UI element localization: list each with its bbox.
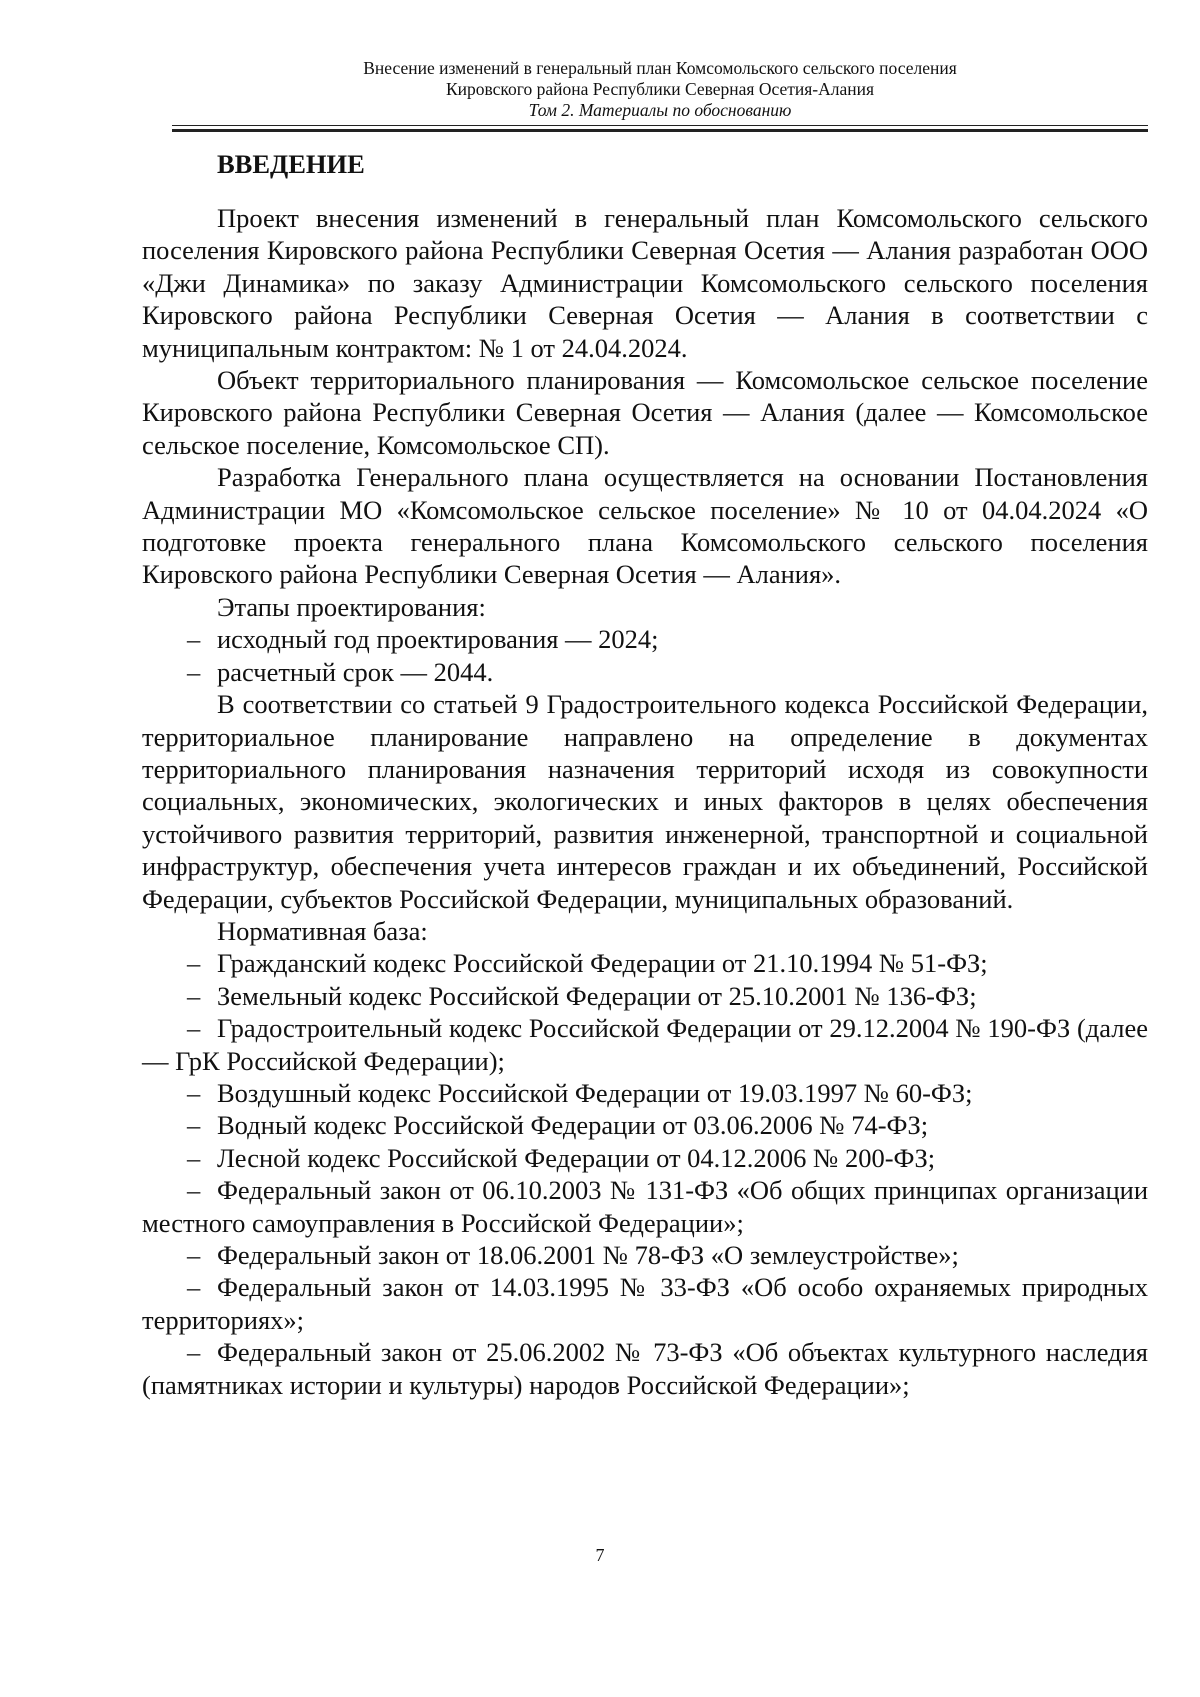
dash-marker: – [187,1110,201,1141]
list-item: – Воздушный кодекс Российской Федерации от 19.03.1997 № 60-ФЗ; [187,1077,973,1108]
header-title-line1: Внесение изменений в генеральный план Комсомольского сельского поселения [363,58,957,78]
paragraph-basis: Разработка Генерального плана осуществляется на основании Постановления Администрации МО «Комсомольское сельское поселение» № 10 от 04.04.2024 «О подготовке проекта генерального плана Комсомольского сельского поселения Кировского района Республики Северная Осетия — Алания». [142,462,1148,590]
header-title-line2: Кировского района Республики Северная Осетия-Алания [445,79,875,99]
dash-marker: – [187,624,201,655]
header-volume: Том 2. Материалы по обоснованию [528,100,792,120]
dash-marker: – [187,1077,201,1108]
dash-marker: – [187,980,201,1011]
paragraph-planning: В соответствии со статьей 9 Градостроительного кодекса Российской Федерации, территориальное планирование направлено на определение в документах территориального планирования назначения территорий исходя из совокупности социальных, экономических, экологических и иных факторов в целях обеспечения устойчивого развития территорий, развития инженерной, транспортной и социальной инфраструктур, обеспечения учета интересов граждан и их объединений, Российской Федерации, субъектов Российской Федерации, муниципальных образований. [142,689,1148,914]
dash-marker: – [187,948,201,979]
norms-list [142,947,1148,1401]
list-item: – Земельный кодекс Российской Федерации от 25.10.2001 № 136-ФЗ; [187,980,977,1011]
dash-marker: – [187,1240,201,1270]
list-item: – исходный год проектирования — 2024; [187,624,659,655]
list-item: – Федеральный закон от 18.06.2001 № 78-ФЗ «О землеустройстве»; [187,1240,959,1270]
paragraph-project: Проект внесения изменений в генеральный план Комсомольского сельского поселения Кировского района Республики Северная Осетия — Алания разработан ООО «Джи Динамика» по заказу Администрации Комсомольского сельского поселения Кировского района Республики Северная Осетия — Алания в соответствии с муниципальным контрактом: № 1 от 24.04.2024. [142,203,1148,363]
list-item: – расчетный срок — 2044. [187,656,494,687]
header-rule-thick [172,129,1148,132]
page-number: 7 [595,1545,605,1565]
dash-marker: – [187,1337,201,1368]
list-item: – Водный кодекс Российской Федерации от 03.06.2006 № 74-ФЗ; [187,1110,929,1141]
dash-marker: – [187,656,201,687]
running-header [172,58,1148,121]
list-item: – Федеральный закон от 25.06.2002 № 73-ФЗ «Об объектах культурного наследия (памятниках истории и культуры) народов Российской Федерации»; [142,1337,1148,1400]
paragraph-object: Объект территориального планирования — Комсомольское сельское поселение Кировского района Республики Северная Осетия — Алания (далее — Комсомольское сельское поселение, Комсомольское СП). [142,365,1148,460]
list-item: – Лесной кодекс Российской Федерации от 04.12.2006 № 200-ФЗ; [187,1142,936,1173]
list-item: – Федеральный закон от 14.03.1995 № 33-ФЗ «Об особо охраняемых природных территориях»; [142,1272,1148,1335]
dash-marker: – [187,1013,201,1044]
page-body [142,146,1148,1401]
list-item: – Гражданский кодекс Российской Федерации от 21.10.1994 № 51-ФЗ; [187,948,988,979]
paragraph-stages-title: Этапы проектирования: [217,591,486,622]
list-item: – Федеральный закон от 06.10.2003 № 131-ФЗ «Об общих принципах организации местного самоуправления в Российской Федерации»; [142,1175,1148,1238]
stages-list [142,623,1148,688]
paragraph-norms-title: Нормативная база: [217,915,428,946]
header-rule-thin [172,125,1148,126]
dash-marker: – [187,1142,201,1173]
dash-marker: – [187,1272,201,1303]
list-item: – Градостроительный кодекс Российской Федерации от 29.12.2004 № 190-ФЗ (далее — ГрК Российской Федерации); [142,1013,1148,1076]
section-heading: ВВЕДЕНИЕ [217,149,365,179]
dash-marker: – [187,1175,201,1206]
